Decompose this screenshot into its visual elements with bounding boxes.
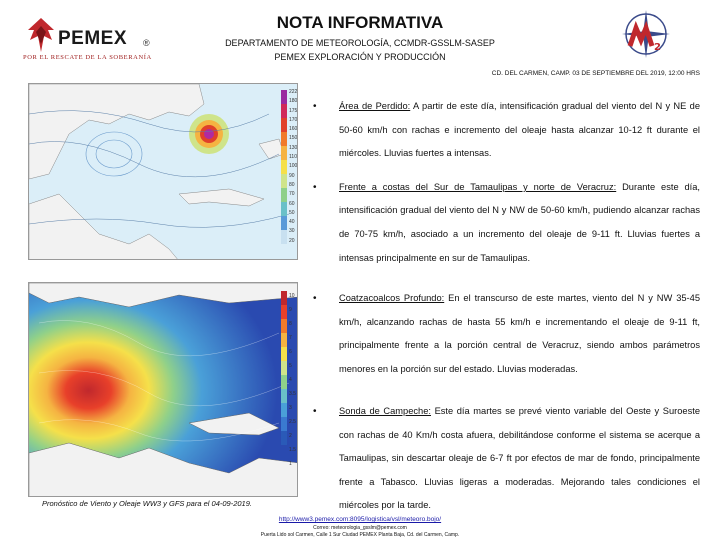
forecast-bullets [305, 95, 700, 270]
svg-text:2: 2 [654, 42, 661, 53]
dateline: CD. DEL CARMEN, CAMP. 03 DE SEPTIEMBRE DEL 2019, 12:00 HRS [491, 70, 700, 77]
bullet-heading: Sonda de Campeche: [339, 406, 431, 416]
wind-legend-labels [289, 88, 297, 246]
bullet-campeche [305, 400, 700, 518]
legend-label: 10 [289, 293, 295, 299]
bullet-text: Este día martes se prevé viento variable del Oeste y Suroeste con rachas de 40 Km/h costa afuera, debilitándose conforme el sistema se acerque a Tamaulipas, sin descartar oleaje de 6-7 ft por efectos de mar de fondo, principalmente frente a Tabasco. Lluvias ligeras a moderadas. Mejorando tales condiciones el miércoles por la tarde. [339, 406, 700, 511]
legend-label: 8 [289, 321, 292, 327]
bullet-heading: Área de Perdido: [339, 101, 411, 111]
bullet-heading: Frente a costas del Sur de Tamaulipas y norte de Veracruz: [339, 181, 617, 192]
legend-label: 1 [289, 461, 292, 467]
legend-label: 175 [289, 107, 298, 114]
legend-label: 9 [289, 307, 292, 313]
bullet-dot: • [313, 293, 317, 304]
bullet-text: Durante este día, intensificación gradual del viento del N y NW de 50-60 km/h, pudiendo alcanzar rachas de 70-75 km/h, asociado a un incremento del oleaje de 9-11 ft. Lluvias fuertes a intensas principalmente en sur de Tamaulipas. [339, 181, 701, 263]
bullet-perdido [305, 95, 700, 166]
department-line: DEPARTAMENTO DE METEOROLOGÍA, CCMDR-GSSLM-SASEP [225, 38, 495, 48]
legend-label: 222 [289, 89, 298, 95]
legend-label: 3.5 [289, 391, 296, 397]
legend-label: 6 [289, 349, 292, 355]
bullet-coatzacoalcos [305, 287, 700, 381]
legend-label: 60 [289, 200, 295, 207]
legend-label: 150 [289, 135, 298, 142]
map-caption: Pronóstico de Viento y Oleaje WW3 y GFS para el 04-09-2019. [42, 499, 252, 508]
legend-label: 20 [289, 237, 295, 244]
bullet-text: En el transcurso de este martes, viento del N y NW 35-45 km/h, alcanzando rachas de hasta 55 km/h e incrementando el oleaje de 9-11 ft, principalmente frente a la porción central de Veracruz, siendo ambos parámetros menores en la porción sur del estado. Lluvias moderadas. [339, 293, 700, 374]
legend-label: 180 [289, 98, 298, 105]
legend-label: 70 [289, 191, 295, 198]
legend-label: 30 [289, 228, 295, 235]
website-link[interactable]: http://www3.pemex.com:8095/logistica/vsl/meteoro.bojo/ [278, 516, 442, 523]
bullet-dot: • [313, 406, 317, 417]
legend-label: 2 [289, 433, 292, 439]
brand-slogan: POR EL RESCATE DE LA SOBERANÍA [23, 54, 152, 61]
legend-label: 7 [289, 335, 292, 341]
bullet-text: A partir de este día, intensificación gradual del viento del N y NE de 50-60 km/h con rachas e incremento del oleaje hasta alcanzar 10-12 ft durante el miércoles. Lluvias fuertes a intensas. [339, 101, 700, 159]
legend-label: 1.5 [289, 447, 296, 453]
legend-label: 2.5 [289, 419, 296, 425]
legend-label: 50 [289, 209, 295, 216]
legend-label: 40 [289, 219, 295, 226]
legend-label: 170 [289, 116, 298, 123]
contact-email: Correo: meteorologia_gsslm@pemex.com [313, 525, 407, 531]
legend-label: 4 [289, 377, 292, 383]
page-title: NOTA INFORMATIVA [276, 13, 444, 32]
meteorology-m2-logo [610, 6, 682, 70]
legend-label: 5 [289, 363, 292, 369]
organization-line: PEMEX EXPLORACIÓN Y PRODUCCIÓN [274, 52, 446, 62]
bullet-heading: Coatzacoalcos Profundo: [339, 293, 445, 303]
brand-registered: ® [143, 38, 150, 48]
wave-forecast-map [28, 282, 298, 497]
legend-label: 90 [289, 172, 295, 179]
legend-label: 80 [289, 181, 295, 188]
bullet-tamaulipas [305, 176, 700, 270]
contact-address: Puerta Lido sol Carmen, Calle 1 Sur Ciudad PEMEX Planta Baja, Cd. del Carmen, Camp. [260, 532, 460, 538]
legend-label: 3 [289, 405, 292, 411]
wind-forecast-map [28, 83, 298, 260]
bullet-dot: • [313, 181, 317, 193]
legend-label: 160 [289, 126, 298, 133]
legend-label: 110 [289, 154, 297, 161]
legend-label: 100 [289, 163, 298, 170]
legend-label: 130 [289, 144, 298, 151]
bullet-dot: • [313, 101, 317, 112]
brand-name: PEMEX [58, 28, 128, 49]
wave-legend-labels [289, 289, 296, 471]
